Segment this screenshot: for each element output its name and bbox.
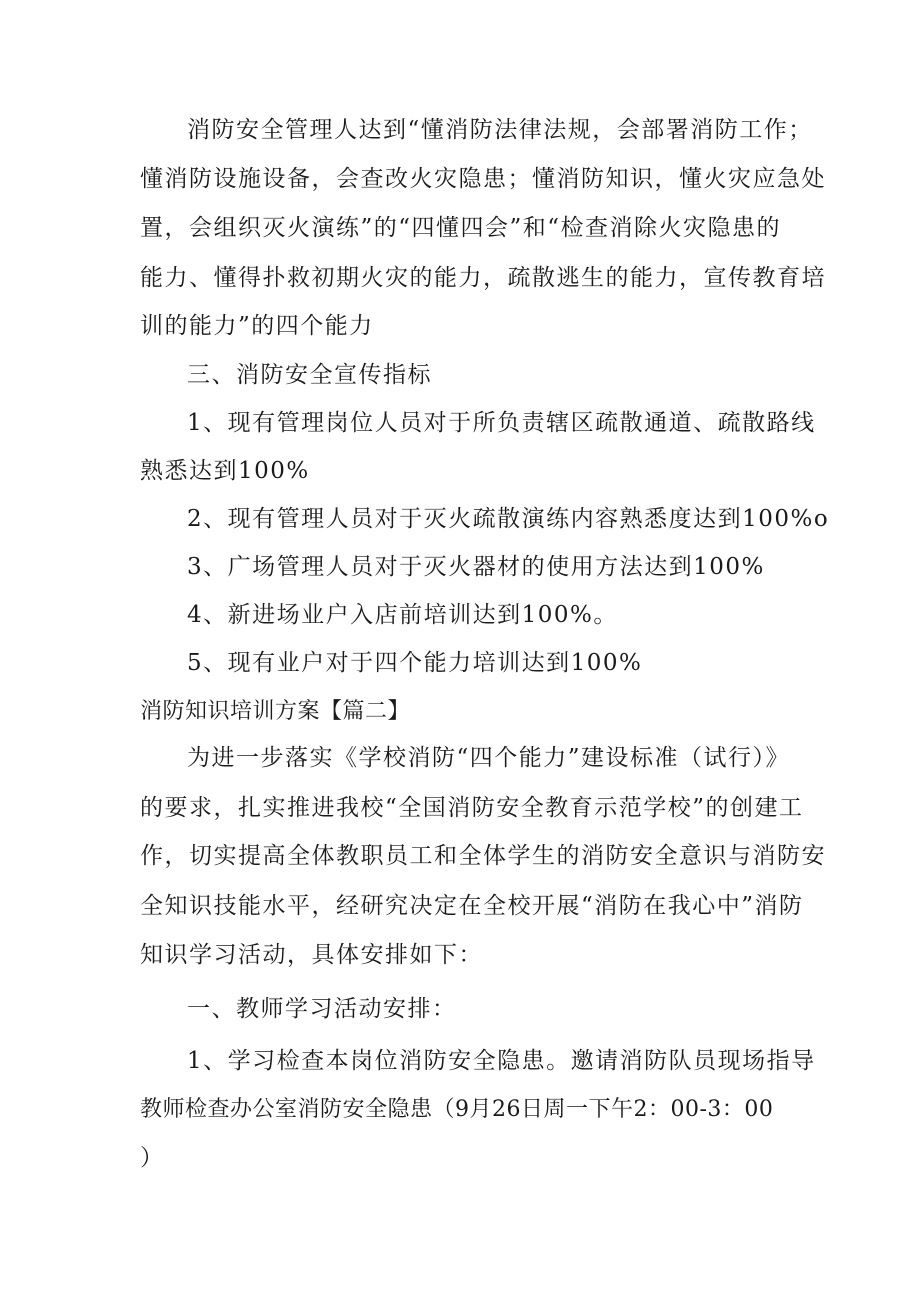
paragraph-line: 为进一步落实《学校消防“四个能力”建设标准（试行）》 <box>187 745 791 771</box>
list-item: 2、现有管理人员对于灭火疏散演练内容熟悉度达到100%o <box>187 506 830 532</box>
paragraph-line: 训的能力”的四个能力 <box>140 313 374 339</box>
list-item: 4、新进场业户入店前培训达到100%。 <box>187 602 618 628</box>
list-item: 1、现有管理岗位人员对于所负责辖区疏散通道、疏散路线 <box>187 410 816 436</box>
list-item: 3、广场管理人员对于灭火器材的使用方法达到100% <box>187 554 765 580</box>
list-item: 1、学习检查本岗位消防安全隐患。邀请消防队员现场指导 <box>187 1048 816 1074</box>
paragraph-line: 作，切实提高全体教职员工和全体学生的消防安全意识与消防安 <box>140 843 826 869</box>
list-item: 5、现有业户对于四个能力培训达到100% <box>187 650 643 676</box>
paragraph-line: 知识学习活动，具体安排如下： <box>140 942 483 968</box>
paragraph-line: 全知识技能水平，经研究决定在全校开展“消防在我心中”消防 <box>140 893 804 919</box>
article-title: 消防知识培训方案【篇二】 <box>140 699 411 724</box>
list-item-continuation: ） <box>140 1145 165 1171</box>
section-heading: 三、消防安全宣传指标 <box>187 362 432 388</box>
paragraph-line: 的要求，扎实推进我校“全国消防安全教育示范学校”的创建工 <box>140 795 804 821</box>
list-item-continuation: 教师检查办公室消防安全隐患（9月26日周一下午2：00-3：00 <box>140 1097 774 1122</box>
section-heading: 一、教师学习活动安排： <box>187 996 457 1022</box>
list-item-continuation: 熟悉达到100% <box>140 458 310 484</box>
paragraph-line: 置，会组织灭火演练”的“四懂四会”和“检查消除火灾隐患的 <box>140 215 782 241</box>
paragraph-line: 能力、懂得扑救初期火灾的能力，疏散逃生的能力，宣传教育培 <box>140 265 826 291</box>
paragraph-line: 懂消防设施设备，会查改火灾隐患；懂消防知识，懂火灾应急处 <box>140 166 826 192</box>
paragraph-line: 消防安全管理人达到“懂消防法律法规，会部署消防工作； <box>187 117 813 143</box>
